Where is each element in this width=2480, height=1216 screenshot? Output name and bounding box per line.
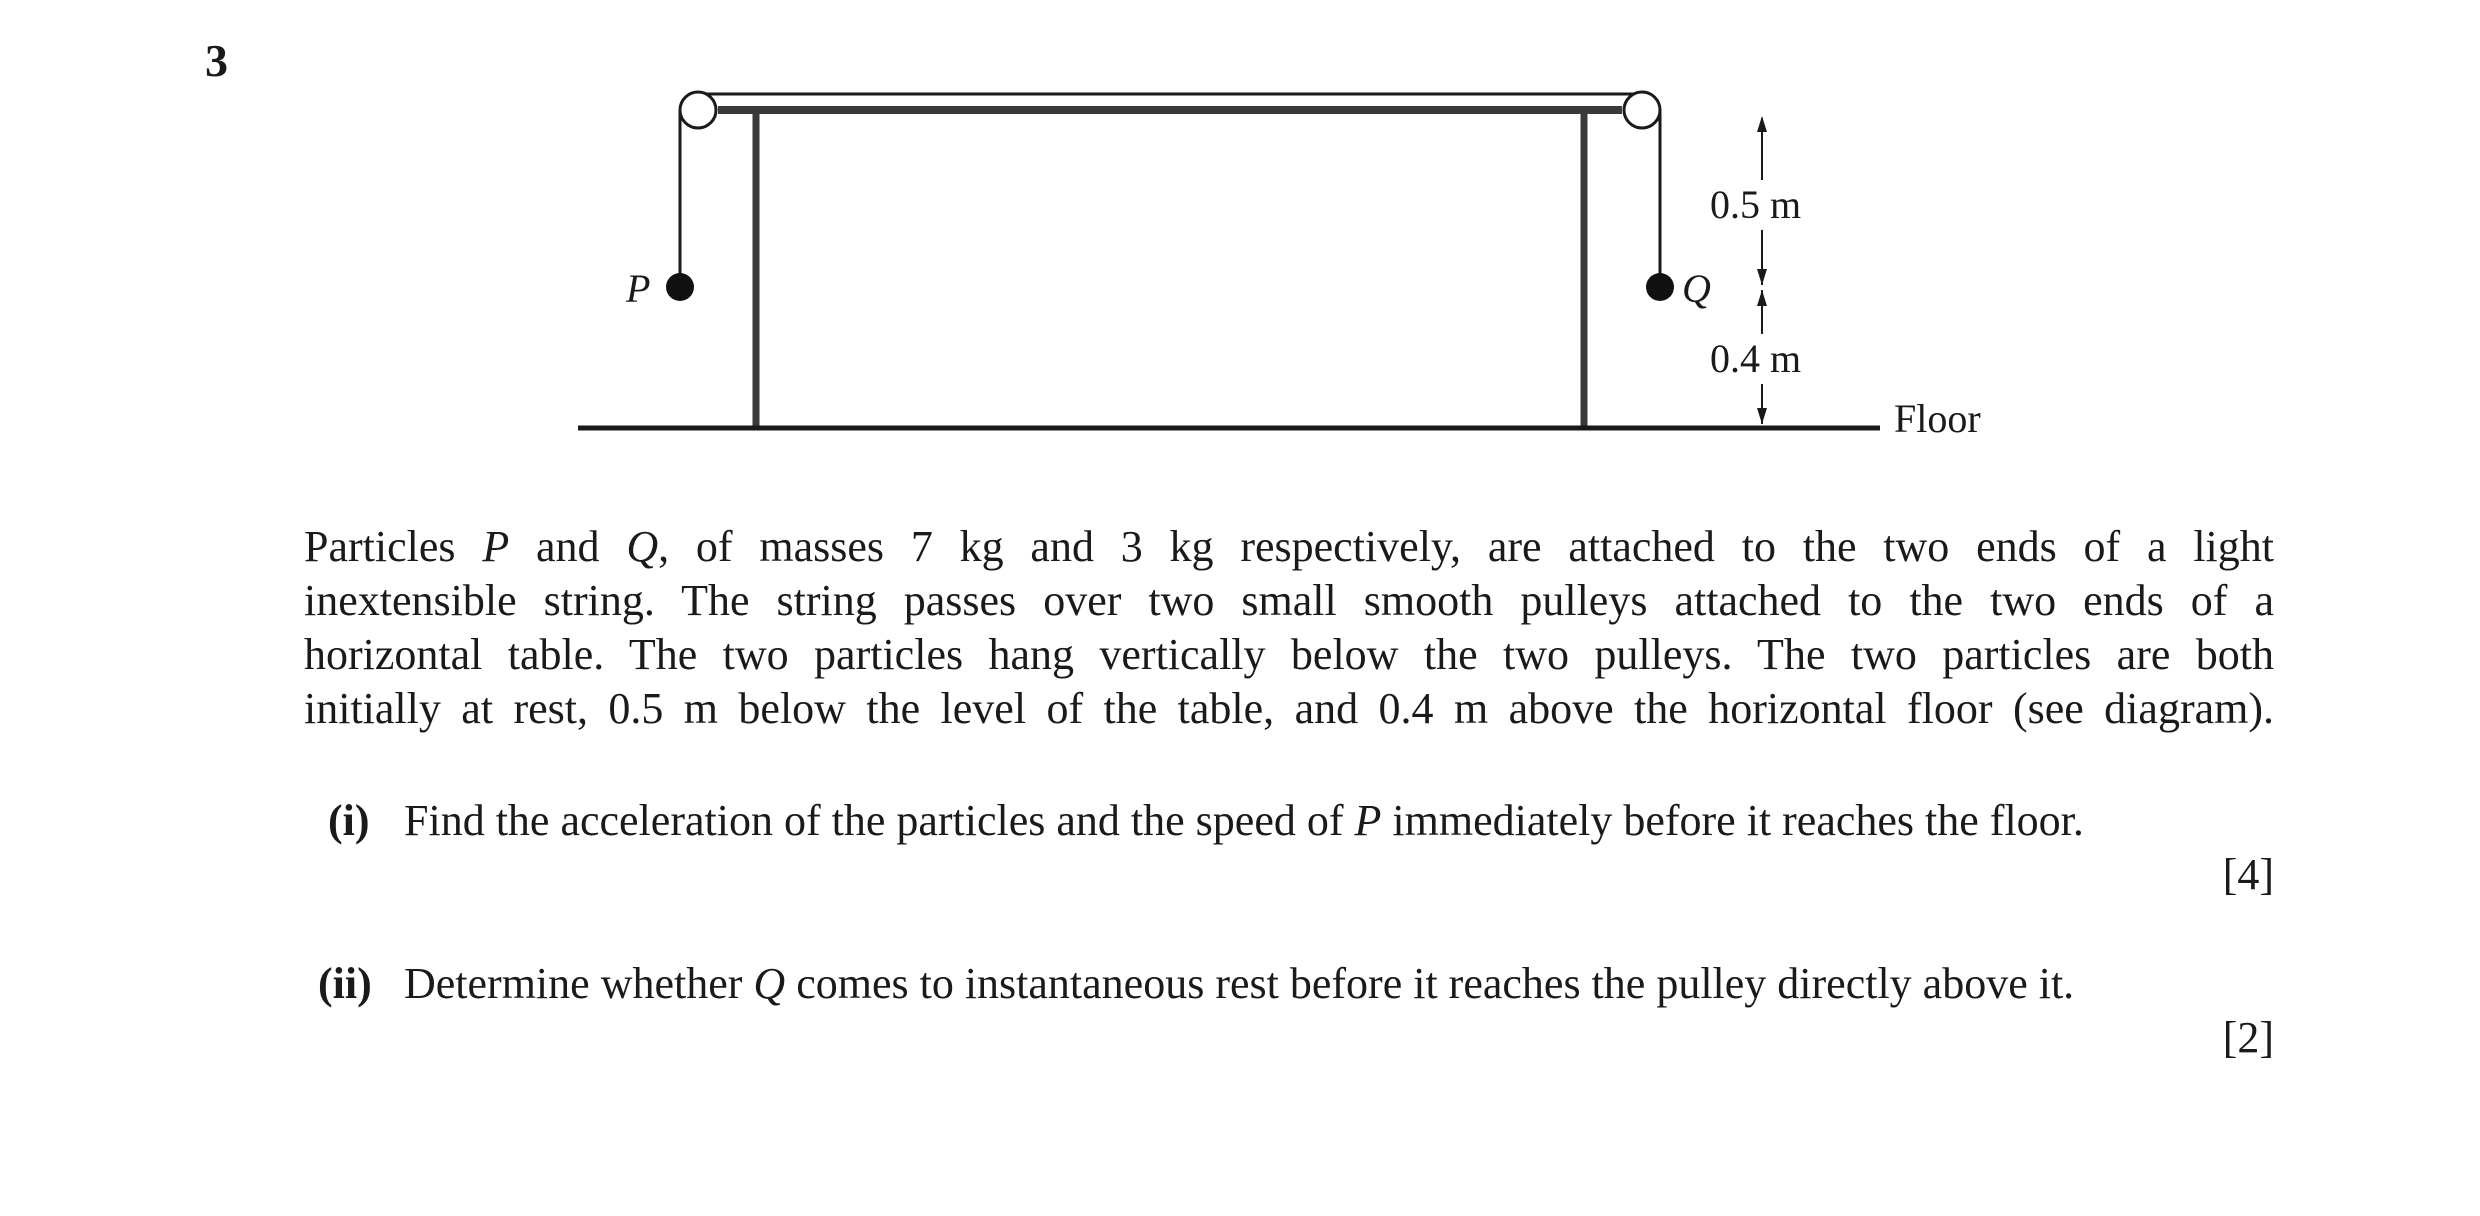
stem-line-4: initially at rest, 0.5 m below the level of the table, and 0.4 m above the horizontal floor (see diagram).: [304, 684, 2274, 733]
pulley-left: [680, 92, 716, 128]
pulley-right: [1624, 92, 1660, 128]
part-ii-text: Determine whether Q comes to instantaneous rest before it reaches the pulley directly above it.: [404, 959, 2075, 1008]
part-i-text: Find the acceleration of the particles and the speed of P immediately before it reaches the floor.: [404, 796, 2084, 845]
stem-line-3: horizontal table. The two particles hang vertically below the two pulleys. The two particles are both: [304, 630, 2274, 679]
floor-label: Floor: [1894, 396, 1981, 441]
pulley-diagram: [0, 0, 2480, 470]
particle-p: [666, 273, 694, 301]
particle-q: [1646, 273, 1674, 301]
particle-p-label: P: [626, 266, 651, 311]
part-i-marks: [4]: [2222, 850, 2274, 899]
arrowhead-lower-bottom: [1757, 408, 1767, 424]
height-label-lower: 0.4 m: [1710, 336, 1802, 381]
question-stem: [304, 520, 2274, 736]
arrowhead-lower-top: [1757, 290, 1767, 306]
part-ii-marks: [2]: [2222, 1013, 2274, 1062]
stem-line-1: Particles P and Q, of masses 7 kg and 3 kg respectively, are attached to the two ends of a light: [304, 522, 2275, 571]
arrowhead-upper-bottom: [1757, 269, 1767, 285]
question-number: 3: [205, 35, 228, 86]
part-ii-label: (ii): [318, 959, 372, 1008]
arrowhead-upper-top: [1757, 116, 1767, 132]
stem-line-2: inextensible string. The string passes over two small smooth pulleys attached to the two ends of a: [304, 576, 2274, 625]
part-i-label: (i): [328, 796, 370, 845]
particle-q-label: Q: [1682, 266, 1711, 311]
height-label-upper: 0.5 m: [1710, 182, 1802, 227]
